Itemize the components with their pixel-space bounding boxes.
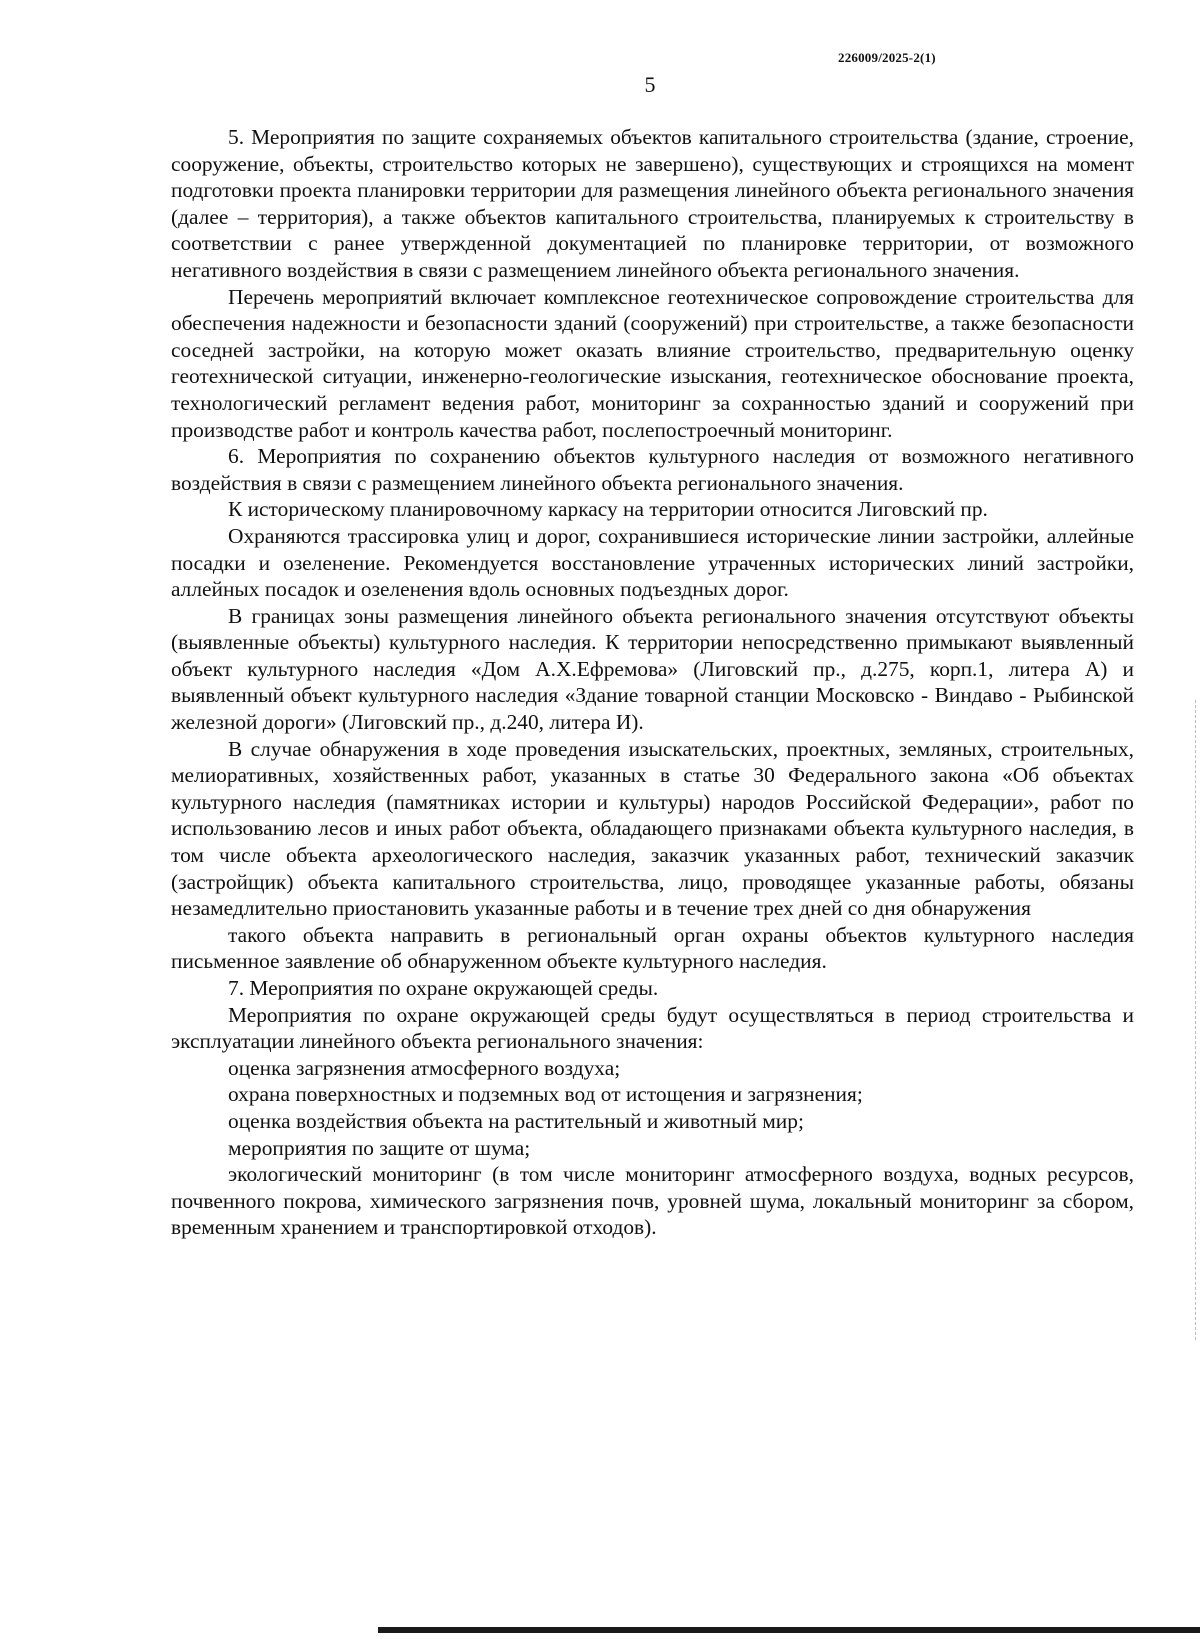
list-item-noise-protection: мероприятия по защите от шума; xyxy=(228,1135,531,1160)
paragraph-ecological-monitoring: экологический мониторинг (в том числе мониторинг атмосферного воздуха, водных ресурсов, почвенного покрова, химического загрязнения почв, уровней шума, локальный мониторинг за сбором, временным хранением и транспортировкой отходов). xyxy=(171,1162,1134,1240)
paragraph-discovery-case: В случае обнаружения в ходе проведения изыскательских, проектных, земляных, строительных, мелиоративных, хозяйственных работ, указанных в статье 30 Федерального закона «Об объектах культурного наследия (памятниках истории и культуры) народов Российской Федерации», работ по использованию лесов и иных работ объекта, обладающего признаками объекта культурного наследия, в том числе объекта археологического наследия, заказчик указанных работ, технический заказчик (застройщик) объекта капитального строительства, лицо, проводящее указанные работы, обязаны незамедлительно приостановить указанные работы и в течение трех дней со дня обнаружения xyxy=(171,736,1134,921)
paragraph-section-5: 5. Мероприятия по защите сохраняемых объектов капитального строительства (здание, строение, сооружение, объекты, строительство которых не завершено), существующих и строящихся на момент подготовки проекта планировки территории для размещения линейного объекта регионального значения (далее – территория), а также объектов капитального строительства, планируемых к строительству в соответствии с ранее утвержденной документацией по планировке территории, от возможного негативного воздействия в связи с размещением линейного объекта регионального значения. xyxy=(171,125,1134,282)
bottom-scan-border xyxy=(378,1627,1200,1633)
scan-edge-marks xyxy=(1193,700,1196,1340)
paragraph-protected-elements: Охраняются трассировка улиц и дорог, сохранившиеся исторические линии застройки, аллейные посадки и озеленение. Рекомендуется восстановление утраченных исторических линий застройки, аллейных посадок и озеленения вдоль основных подъездных дорог. xyxy=(171,523,1134,602)
document-registration-number: 226009/2025-2(1) xyxy=(838,50,936,65)
paragraph-section-6: 6. Мероприятия по сохранению объектов культурного наследия от возможного негативного воздействия в связи с размещением линейного объекта регионального значения. xyxy=(171,444,1134,495)
list-item-air-pollution: оценка загрязнения атмосферного воздуха; xyxy=(228,1055,621,1080)
list-item-water-protection: охрана поверхностных и подземных вод от истощения и загрязнения; xyxy=(228,1082,863,1107)
page-number: 5 xyxy=(644,72,656,97)
paragraph-heritage-objects: В границах зоны размещения линейного объекта регионального значения отсутствуют объекты (выявленные объекты) культурного наследия. К территории непосредственно примыкают выявленный объект культурного наследия «Дом А.Х.Ефремова» (Лиговский пр., д.275, корп.1, литера А) и выявленный объект культурного наследия «Здание товарной станции Московско - Виндаво - Рыбинской железной дороги» (Лиговский пр., д.240, литера И). xyxy=(171,603,1134,735)
paragraph-measures-list: Перечень мероприятий включает комплексное геотехническое сопровождение строительства для обеспечения надежности и безопасности зданий (сооружений) при строительстве, а также безопасности соседней застройки, на которую может оказать влияние строительство, предварительную оценку геотехнической ситуации, инженерно-геологические изыскания, геотехническое обоснование проекта, технологический регламент ведения работ, мониторинг за сохранностью зданий и сооружений при производстве работ и контроль качества работ, послепостроечный мониторинг. xyxy=(171,284,1134,442)
list-item-flora-fauna: оценка воздействия объекта на растительный и животный мир; xyxy=(228,1108,804,1133)
paragraph-section-7: 7. Мероприятия по охране окружающей среды. xyxy=(228,976,659,1000)
paragraph-historical-framework: К историческому планировочному каркасу на территории относится Лиговский пр. xyxy=(228,497,988,522)
paragraph-env-measures-intro: Мероприятия по охране окружающей среды будут осуществляться в период строительства и эксплуатации линейного объекта регионального значения: xyxy=(171,1002,1134,1054)
document-body xyxy=(171,124,1134,1241)
paragraph-discovery-notice: такого объекта направить в региональный орган охраны объектов культурного наследия письменное заявление об обнаруженном объекте культурного наследия. xyxy=(171,922,1134,974)
